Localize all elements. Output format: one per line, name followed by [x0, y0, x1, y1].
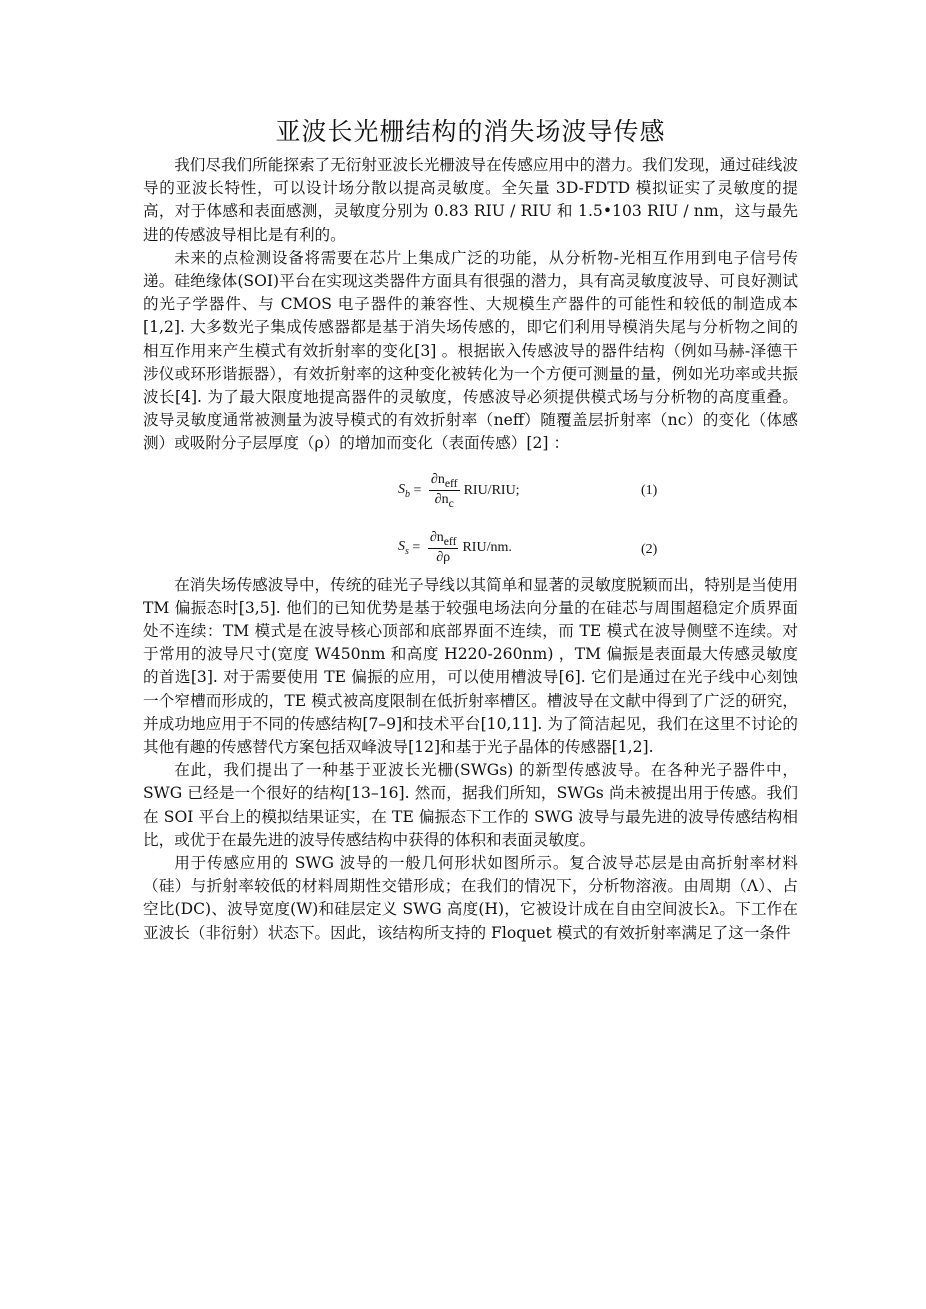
equation-number: (2)	[641, 541, 658, 557]
fraction-numerator: $\partial n_{eff}$	[429, 529, 457, 548]
equation-surface-sensitivity	[398, 530, 512, 567]
equation-block	[143, 456, 798, 574]
fraction	[429, 472, 460, 511]
document-title: 亚波长光栅结构的消失场波导传感	[275, 117, 666, 146]
body-paragraph: 在消失场传感波导中，传统的硅光子导线以其简单和显著的灵敏度脱颖而出，特别是当使用 TM 偏振态时[3,5]. 他们的已知优势是基于较强电场法向分量的在硅芯与周围超稳定介质界面处不连续：TM 模式是在波导核心顶部和底部界面不连续，而 TE 模式在波导侧壁不连续。对于常用的波导尺寸(宽度 W450nm 和高度 H220-260nm) ，TM 偏振是表面最大传感灵敏度的首选[3]. 对于需要使用 TE 偏振的应用，可以使用槽波导[6]. 它们是通过在光子线中心刻蚀一个窄槽而形成的，TE 模式被高度限制在低折射率槽区。槽波导在文献中得到了广泛的研究，并成功地应用于不同的传感结构[7–9]和技术平台[10,11]. 为了简洁起见，我们在这里不讨论的其他有趣的传感替代方案包括双峰波导[12]和基于光子晶体的传感器[1,2].	[143, 575, 798, 757]
body-paragraph: 在此，我们提出了一种基于亚波长光栅(SWGs) 的新型传感波导。在各种光子器件中，SWG 已经是一个很好的结构[13–16]. 然而，据我们所知，SWGs 尚未被提出用于传感。我们在 SOI 平台上的模拟结果证实，在 TE 偏振态下工作的 SWG 波导与最先进的波导传感结构相比，或优于在最先进的波导传感结构中获得的体积和表面灵敏度。	[143, 761, 798, 849]
equation-unit: RIU/nm.	[462, 540, 512, 556]
equals-sign: =	[410, 482, 425, 498]
equals-sign: =	[408, 540, 424, 556]
fraction-denominator: $\partial n_c$	[434, 492, 454, 511]
equation-bulk-sensitivity	[398, 472, 520, 511]
equation-lhs: $S_s$	[398, 539, 409, 557]
equation-number: (1)	[641, 482, 658, 498]
document-page	[143, 112, 798, 945]
equation-lhs: $S_b$	[398, 482, 410, 500]
intro-paragraph: 未来的点检测设备将需要在芯片上集成广泛的功能，从分析物-光相互作用到电子信号传递。硅绝缘体(SOI)平台在实现这类器件方面具有很强的潜力，具有高灵敏度波导、可良好测试的光子学器件、与 CMOS 电子器件的兼容性、大规模生产器件的可能性和较低的制造成本[1,2]. 大多数光子集成传感器都是基于消失场传感的，即它们利用导模消失尾与分析物之间的相互作用来产生模式有效折射率的变化[3] 。根据嵌入传感波导的器件结构（例如马赫-泽德干涉仪或环形谐振器），有效折射率的这种变化被转化为一个方便可测量的量，例如光功率或共振波长[4]. 为了最大限度地提高器件的灵敏度，传感波导必须提供模式场与分析物的高度重叠。波导灵敏度通常被测量为波导模式的有效折射率（neff）随覆盖层折射率（nc）的变化（体感测）或吸附分子层厚度（ρ）的增加而变化（表面传感）[2] ：	[143, 248, 798, 453]
fraction-numerator: $\partial n_{eff}$	[430, 471, 458, 490]
fraction-denominator: ∂ρ	[436, 550, 451, 566]
fraction	[428, 530, 459, 567]
equation-unit: RIU/RIU;	[463, 482, 520, 498]
body-paragraph: 用于传感应用的 SWG 波导的一般几何形状如图所示。复合波导芯层是由高折射率材料（硅）与折射率较低的材料周期性交错形成；在我们的情况下，分析物溶液。由周期（Λ）、占空比(DC)、波导宽度(W)和硅层定义 SWG 高度(H)，它被设计成在自由空间波长λ。下工作在亚波长（非衍射）状态下。因此，该结构所支持的 Floquet 模式的有效折射率满足了这一条件	[143, 854, 798, 942]
abstract-paragraph: 我们尽我们所能探索了无衍射亚波长光栅波导在传感应用中的潜力。我们发现，通过硅线波导的亚波长特性，可以设计场分散以提高灵敏度。全矢量 3D-FDTD 模拟证实了灵敏度的提高，对于体感和表面感测，灵敏度分别为 0.83 RIU / RIU 和 1.5•103 RIU / nm，这与最先进的传感波导相比是有利的。	[143, 156, 798, 244]
